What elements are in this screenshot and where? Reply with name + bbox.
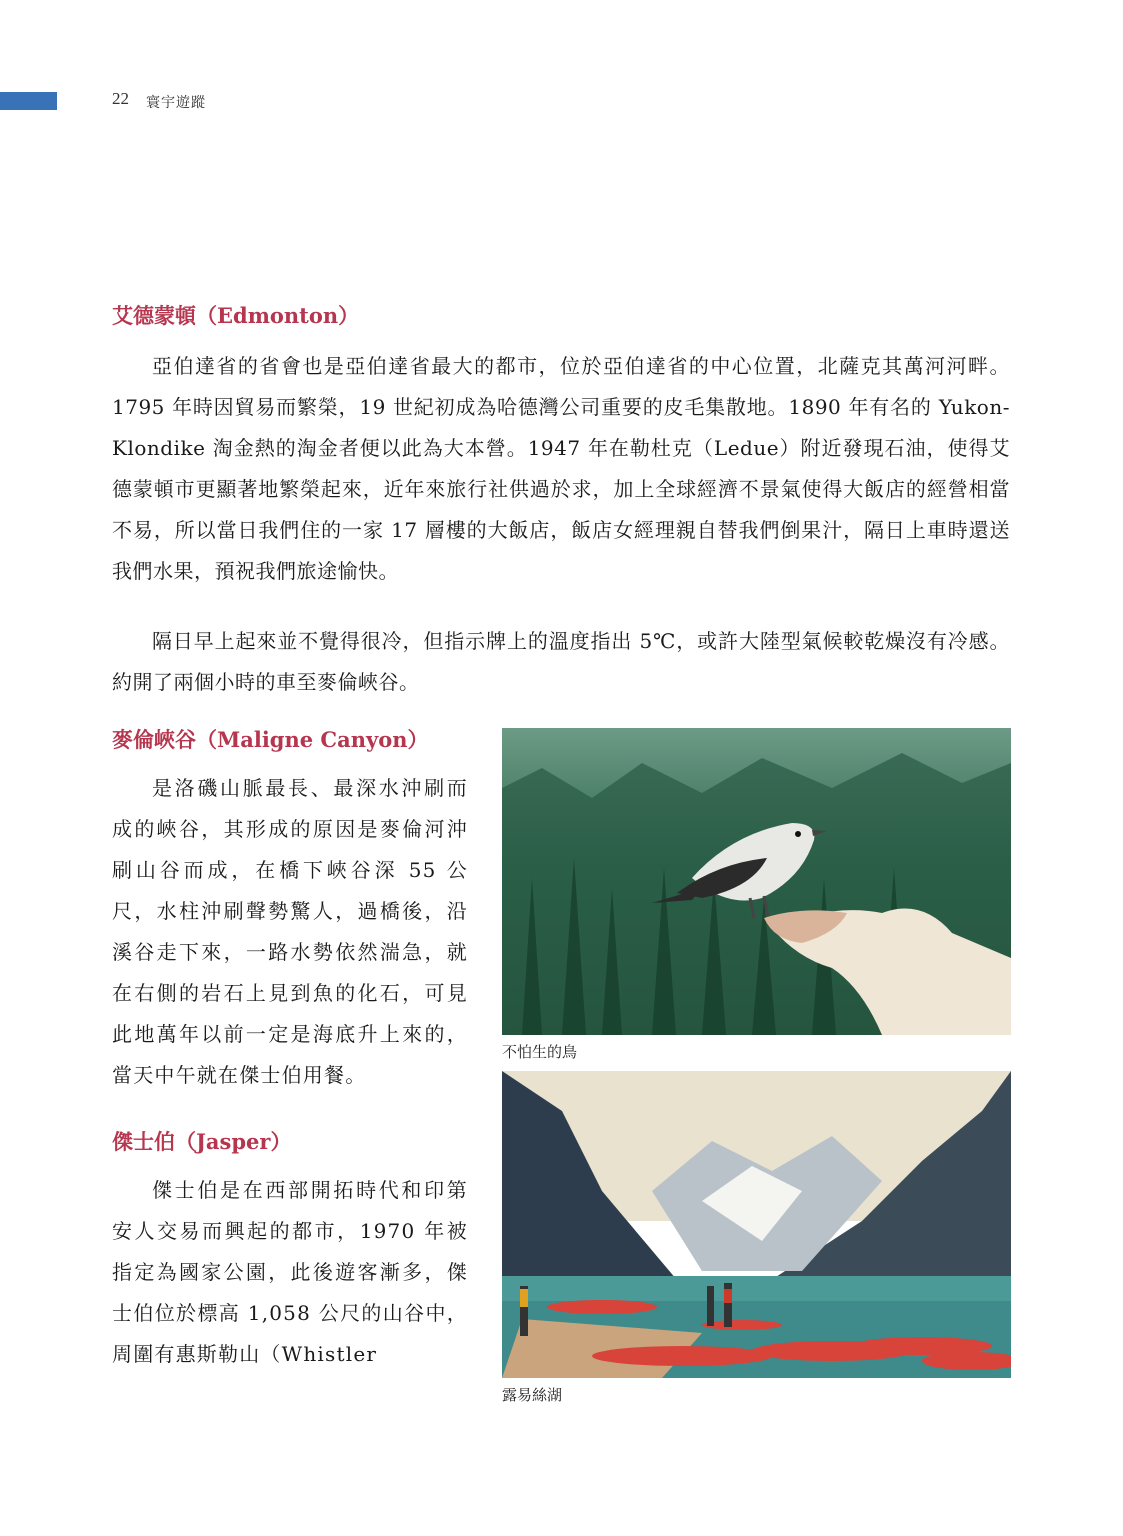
- chapter-tab-marker: [0, 92, 57, 110]
- paragraph-jasper: 傑士伯是在西部開拓時代和印第安人交易而興起的都市，1970 年被指定為國家公園，此後遊客漸多，傑士伯位於標高 1,058 公尺的山谷中，周圍有惠斯勒山（Whistler: [112, 1178, 468, 1366]
- paragraph-edmonton-1: 亞伯達省的省會也是亞伯達省最大的都市，位於亞伯達省的中心位置，北薩克其萬河河畔。1795 年時因貿易而繁榮，19 世紀初成為哈德灣公司重要的皮毛集散地。1890 年有名的 Yukon-Klondike 淘金熱的淘金者便以此為大本營。1947 年在勒杜克（Ledue）附近發現石油，使得艾德蒙頓市更顯著地繁榮起來，近年來旅行社供過於求，加上全球經濟不景氣使得大飯店的經營相當不易，所以當日我們住的一家 17 層樓的大飯店，飯店女經理親自替我們倒果汁，隔日上車時還送我們水果，預祝我們旅途愉快。: [112, 354, 1010, 583]
- running-title: 寰宇遊蹤: [146, 95, 206, 111]
- section-heading-edmonton: 艾德蒙頓（Edmonton）: [112, 303, 360, 328]
- section-heading-jasper: 傑士伯（Jasper）: [112, 1129, 292, 1154]
- page-number: 22: [112, 89, 129, 108]
- photo-lake-louise: [502, 1071, 1011, 1378]
- paragraph-maligne-canyon: 是洛磯山脈最長、最深水沖刷而成的峽谷，其形成的原因是麥倫河沖刷山谷而成，在橋下峽谷深 55 公尺，水柱沖刷聲勢驚人，過橋後，沿溪谷走下來，一路水勢依然湍急，就在右側的岩石上見到魚的化石，可見此地萬年以前一定是海底升上來的，當天中午就在傑士伯用餐。: [112, 776, 468, 1087]
- photo-caption-bird: 不怕生的鳥: [502, 1043, 578, 1061]
- photo-bird-on-hand: [502, 728, 1011, 1035]
- section-heading-maligne-canyon: 麥倫峽谷（Maligne Canyon）: [112, 727, 429, 752]
- photo-caption-lake: 露易絲湖: [502, 1386, 563, 1404]
- paragraph-edmonton-2: 隔日早上起來並不覺得很冷，但指示牌上的溫度指出 5℃，或許大陸型氣候較乾燥沒有冷感。約開了兩個小時的車至麥倫峽谷。: [112, 629, 1010, 694]
